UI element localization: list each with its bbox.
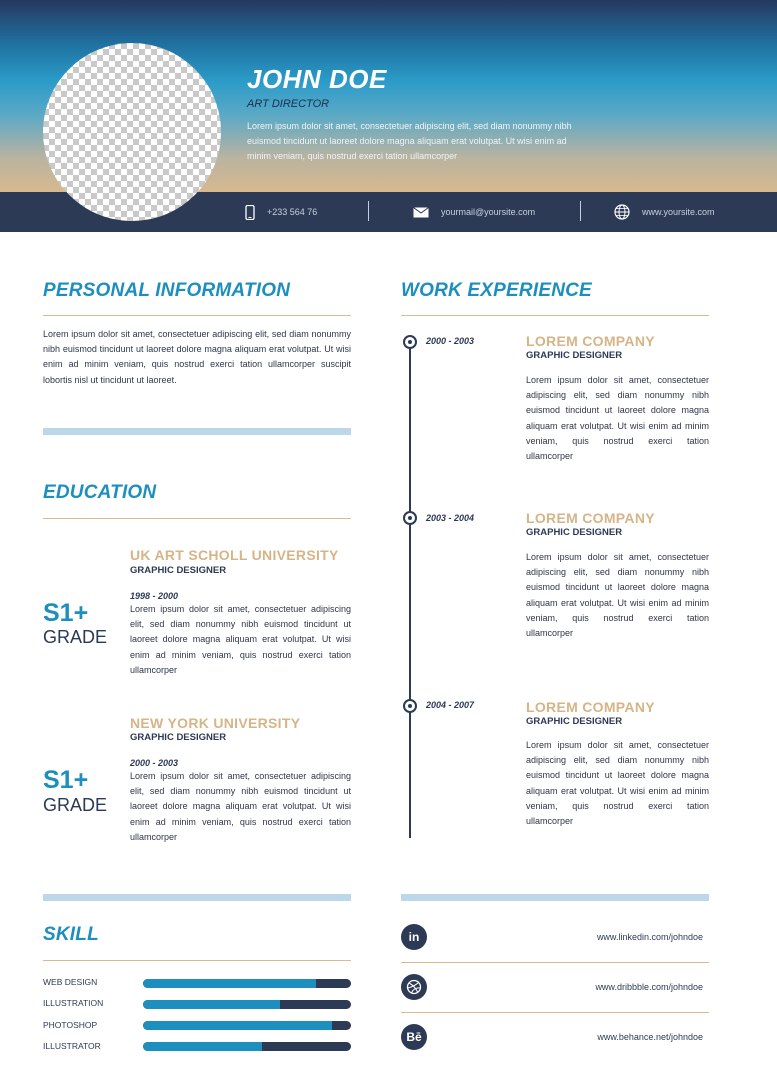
section-band: [43, 894, 351, 901]
work-years: 2004 - 2007: [426, 700, 475, 710]
dribbble-glyph: [406, 979, 422, 995]
personal-info-title: PERSONAL INFORMATION: [43, 280, 291, 301]
contact-divider: [580, 201, 581, 221]
skill-bar-fill: [143, 1042, 262, 1051]
contact-phone[interactable]: [245, 192, 317, 232]
work-company: LOREM COMPANY: [526, 510, 655, 526]
skill-bar: [143, 1042, 351, 1051]
skill-bar-fill: [143, 979, 316, 988]
skill-label: WEB DESIGN: [43, 977, 98, 987]
skill-bar: [143, 1021, 351, 1030]
timeline-line: [409, 342, 411, 838]
work-text: Lorem ipsum dolor sit amet, consectetuer adipiscing elit, sed diam nonummy nibh euismod tincidunt ut laoreet dolore magna aliquam erat volutpat. Ut wisi enim ad minim veniam, quis nostrud exerci tation ullamcorper: [526, 375, 709, 462]
work-company: LOREM COMPANY: [526, 699, 655, 715]
timeline-dot: [403, 511, 417, 525]
timeline-dot: [403, 699, 417, 713]
education-school: UK ART SCHOLL UNIVERSITY: [130, 547, 339, 563]
work-position: GRAPHIC DESIGNER: [526, 716, 623, 727]
work-company: LOREM COMPANY: [526, 333, 655, 349]
work-years: 2000 - 2003: [426, 336, 475, 346]
education-text: Lorem ipsum dolor sit amet, consectetuer adipiscing elit, sed diam nonummy nibh euismod tincidunt ut laoreet dolore magna aliquam erat volutpat. Ut wisi enim ad minim veniam, quis nostrud exerci tation ullamcorper: [130, 604, 351, 675]
grade-label: GRADE: [43, 627, 108, 647]
social-divider: [401, 1012, 709, 1013]
mail-icon: [413, 207, 429, 218]
linkedin-glyph: in: [408, 930, 420, 944]
social-url-dribbble[interactable]: www.dribbble.com/johndoe: [595, 982, 703, 992]
skill-bar-fill: [143, 1000, 280, 1009]
education-years: 1998 - 2000: [130, 591, 179, 601]
education-text: Lorem ipsum dolor sit amet, consectetuer adipiscing elit, sed diam nonummy nibh euismod tincidunt ut laoreet dolore magna aliquam erat volutpat. Ut wisi enim ad minim veniam, quis nostrud exerci tation ullamcorper: [130, 771, 351, 842]
section-divider: [43, 518, 351, 519]
grade-label: GRADE: [43, 795, 108, 815]
section-band: [401, 894, 709, 901]
social-divider: [401, 962, 709, 963]
intro-text: Lorem ipsum dolor sit amet, consectetuer adipiscing elit, sed diam nonummy nibh euismod tincidunt ut laoreet dolore magna aliquam erat volutpat. Ut wisi enim ad minim veniam, quis nostrud exerci tation ullamcorper: [247, 121, 572, 161]
timeline-dot: [403, 335, 417, 349]
education-degree: GRAPHIC DESIGNER: [130, 565, 227, 576]
grade-score: S1+: [43, 766, 89, 794]
job-role: ART DIRECTOR: [247, 98, 330, 110]
full-name: JOHN DOE: [247, 64, 387, 94]
skill-label: ILLUSTRATOR: [43, 1041, 101, 1051]
contact-divider: [368, 201, 369, 221]
profile-photo-placeholder: [43, 43, 221, 221]
grade-score: S1+: [43, 599, 89, 627]
skill-bar: [143, 979, 351, 988]
skill-bar-fill: [143, 1021, 332, 1030]
skill-label: PHOTOSHOP: [43, 1020, 98, 1030]
work-text: Lorem ipsum dolor sit amet, consectetuer adipiscing elit, sed diam nonummy nibh euismod tincidunt ut laoreet dolore magna aliquam erat volutpat. Ut wisi enim ad minim veniam, quis nostrud exerci tation ullamcorper: [526, 740, 709, 827]
work-years: 2003 - 2004: [426, 513, 475, 523]
dribbble-icon[interactable]: [401, 974, 427, 1000]
personal-info-text: Lorem ipsum dolor sit amet, consectetuer adipiscing elit, sed diam nonummy nibh euismod tincidunt ut laoreet dolore magna aliquam erat volutpat. Ut wisi enim ad minim veniam, quis nostrud exerci tation ullamcorper suscipit lobortis nisl ut tincidunt ut laoreet.: [43, 329, 351, 385]
education-title: EDUCATION: [43, 482, 157, 503]
linkedin-icon[interactable]: [401, 924, 427, 950]
section-divider: [401, 315, 709, 316]
section-band: [43, 428, 351, 435]
social-url-behance[interactable]: www.behance.net/johndoe: [597, 1032, 703, 1042]
behance-glyph: Bē: [406, 1030, 422, 1044]
contact-email[interactable]: [413, 192, 535, 232]
work-experience-title: WORK EXPERIENCE: [401, 280, 592, 301]
behance-icon[interactable]: [401, 1024, 427, 1050]
contact-email-text: yourmail@yoursite.com: [441, 207, 536, 217]
skill-label: ILLUSTRATION: [43, 998, 104, 1008]
contact-website-text: www.yoursite.com: [642, 207, 715, 217]
globe-icon: [614, 204, 630, 220]
social-url-linkedin[interactable]: www.linkedin.com/johndoe: [596, 932, 703, 942]
skill-bar: [143, 1000, 351, 1009]
contact-phone-text: +233 564 76: [267, 207, 318, 217]
phone-icon: [245, 205, 255, 220]
education-degree: GRAPHIC DESIGNER: [130, 732, 227, 743]
section-divider: [43, 315, 351, 316]
work-position: GRAPHIC DESIGNER: [526, 527, 623, 538]
education-years: 2000 - 2003: [130, 758, 179, 768]
work-position: GRAPHIC DESIGNER: [526, 350, 623, 361]
section-divider: [43, 960, 351, 961]
contact-website[interactable]: [614, 192, 715, 232]
skill-title: SKILL: [43, 924, 99, 945]
education-school: NEW YORK UNIVERSITY: [130, 715, 301, 731]
work-text: Lorem ipsum dolor sit amet, consectetuer adipiscing elit, sed diam nonummy nibh euismod tincidunt ut laoreet dolore magna aliquam erat volutpat. Ut wisi enim ad minim veniam, quis nostrud exerci tation ullamcorper: [526, 552, 709, 639]
